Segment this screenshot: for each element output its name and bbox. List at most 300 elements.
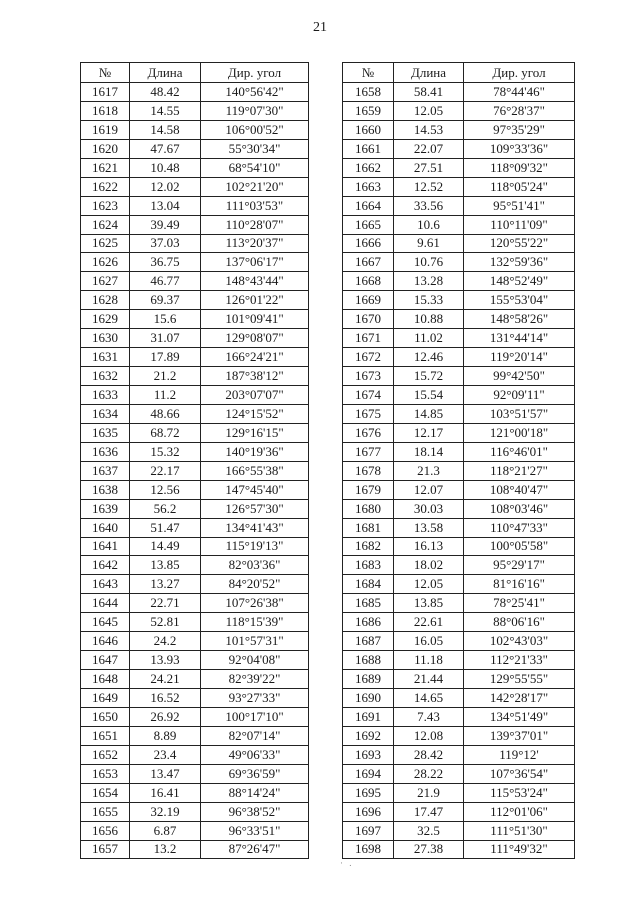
table-row — [81, 821, 309, 840]
segment-angle-cell: 101°09'41" — [201, 310, 309, 329]
segment-length-cell: 10.48 — [130, 158, 201, 177]
segment-number-cell: 1657 — [81, 840, 130, 859]
segment-angle-cell: 187°38'12" — [201, 367, 309, 386]
segment-length-cell: 12.46 — [394, 348, 464, 367]
segment-angle-cell: 166°55'38" — [201, 461, 309, 480]
segment-angle-cell: 112°21'33" — [464, 651, 575, 670]
table-row — [343, 726, 575, 745]
segment-angle-cell: 88°14'24" — [201, 783, 309, 802]
table-row — [343, 348, 575, 367]
segment-angle-cell: 203°07'07" — [201, 386, 309, 405]
segment-number-cell: 1658 — [343, 83, 394, 102]
segment-length-cell: 21.2 — [130, 367, 201, 386]
segment-length-cell: 26.92 — [130, 707, 201, 726]
segment-angle-cell: 119°07'30" — [201, 101, 309, 120]
segment-length-cell: 22.71 — [130, 594, 201, 613]
segment-number-cell: 1671 — [343, 329, 394, 348]
table-row — [81, 139, 309, 158]
table-row — [81, 120, 309, 139]
segment-angle-cell: 129°08'07" — [201, 329, 309, 348]
segment-angle-cell: 110°47'33" — [464, 518, 575, 537]
segment-angle-cell: 132°59'36" — [464, 253, 575, 272]
segment-number-cell: 1698 — [343, 840, 394, 859]
segment-number-cell: 1622 — [81, 177, 130, 196]
segment-number-cell: 1680 — [343, 499, 394, 518]
segment-length-cell: 69.37 — [130, 291, 201, 310]
segment-angle-cell: 68°54'10" — [201, 158, 309, 177]
table-row — [343, 840, 575, 859]
segment-length-cell: 14.85 — [394, 404, 464, 423]
table-row — [81, 442, 309, 461]
segment-number-cell: 1645 — [81, 613, 130, 632]
segment-length-cell: 12.05 — [394, 575, 464, 594]
segment-angle-cell: 84°20'52" — [201, 575, 309, 594]
segment-length-cell: 14.65 — [394, 689, 464, 708]
segment-length-cell: 12.05 — [394, 101, 464, 120]
table-row — [81, 348, 309, 367]
segment-length-cell: 37.03 — [130, 234, 201, 253]
table-row — [343, 632, 575, 651]
segment-length-cell: 22.61 — [394, 613, 464, 632]
segment-number-cell: 1663 — [343, 177, 394, 196]
table-row — [343, 215, 575, 234]
segment-number-cell: 1690 — [343, 689, 394, 708]
segment-number-cell: 1685 — [343, 594, 394, 613]
segment-length-cell: 7.43 — [394, 707, 464, 726]
segment-length-cell: 12.02 — [130, 177, 201, 196]
segment-angle-cell: 87°26'47" — [201, 840, 309, 859]
segment-length-cell: 46.77 — [130, 272, 201, 291]
segment-number-cell: 1654 — [81, 783, 130, 802]
page-number: 21 — [313, 20, 327, 35]
table-row — [81, 404, 309, 423]
segment-length-cell: 12.08 — [394, 726, 464, 745]
number-column-header: № — [81, 63, 130, 83]
segment-number-cell: 1684 — [343, 575, 394, 594]
segment-angle-cell: 120°55'22" — [464, 234, 575, 253]
table-row — [81, 802, 309, 821]
segment-length-cell: 17.47 — [394, 802, 464, 821]
segment-number-cell: 1668 — [343, 272, 394, 291]
segment-angle-cell: 124°15'52" — [201, 404, 309, 423]
segment-length-cell: 56.2 — [130, 499, 201, 518]
segment-angle-cell: 142°28'17" — [464, 689, 575, 708]
number-column-header: № — [343, 63, 394, 83]
table-row — [343, 291, 575, 310]
segment-angle-cell: 110°11'09" — [464, 215, 575, 234]
segment-length-cell: 10.88 — [394, 310, 464, 329]
segment-length-cell: 15.6 — [130, 310, 201, 329]
segment-number-cell: 1655 — [81, 802, 130, 821]
segment-angle-cell: 101°57'31" — [201, 632, 309, 651]
segment-number-cell: 1656 — [81, 821, 130, 840]
segment-length-cell: 13.27 — [130, 575, 201, 594]
table-row — [81, 291, 309, 310]
table-row — [343, 234, 575, 253]
segment-number-cell: 1665 — [343, 215, 394, 234]
segment-length-cell: 14.49 — [130, 537, 201, 556]
segment-angle-cell: 129°16'15" — [201, 423, 309, 442]
segment-length-cell: 68.72 — [130, 423, 201, 442]
segment-length-cell: 28.42 — [394, 745, 464, 764]
segment-length-cell: 14.53 — [394, 120, 464, 139]
angle-column-header: Дир. угол — [464, 63, 575, 83]
table-row — [81, 272, 309, 291]
segment-number-cell: 1637 — [81, 461, 130, 480]
table-row — [81, 423, 309, 442]
table-row — [343, 575, 575, 594]
table-row — [81, 556, 309, 575]
segment-length-cell: 15.72 — [394, 367, 464, 386]
segment-angle-cell: 137°06'17" — [201, 253, 309, 272]
table-row — [81, 215, 309, 234]
segment-number-cell: 1673 — [343, 367, 394, 386]
segment-angle-cell: 166°24'21" — [201, 348, 309, 367]
segment-number-cell: 1677 — [343, 442, 394, 461]
segment-angle-cell: 88°06'16" — [464, 613, 575, 632]
segment-angle-cell: 82°03'36" — [201, 556, 309, 575]
segment-angle-cell: 116°46'01" — [464, 442, 575, 461]
segment-angle-cell: 115°19'13" — [201, 537, 309, 556]
segment-angle-cell: 78°25'41" — [464, 594, 575, 613]
segment-angle-cell: 82°07'14" — [201, 726, 309, 745]
segment-angle-cell: 148°52'49" — [464, 272, 575, 291]
segment-number-cell: 1669 — [343, 291, 394, 310]
segment-angle-cell: 119°12' — [464, 745, 575, 764]
segment-angle-cell: 81°16'16" — [464, 575, 575, 594]
segment-angle-cell: 115°53'24" — [464, 783, 575, 802]
segment-angle-cell: 92°09'11" — [464, 386, 575, 405]
segment-number-cell: 1625 — [81, 234, 130, 253]
segment-angle-cell: 49°06'33" — [201, 745, 309, 764]
segment-angle-cell: 76°28'37" — [464, 101, 575, 120]
segment-number-cell: 1621 — [81, 158, 130, 177]
segment-length-cell: 18.02 — [394, 556, 464, 575]
segment-length-cell: 58.41 — [394, 83, 464, 102]
segment-number-cell: 1639 — [81, 499, 130, 518]
table-row — [81, 613, 309, 632]
table-row — [81, 537, 309, 556]
segment-length-cell: 15.32 — [130, 442, 201, 461]
segment-number-cell: 1646 — [81, 632, 130, 651]
segment-length-cell: 23.4 — [130, 745, 201, 764]
table-row — [343, 367, 575, 386]
segment-number-cell: 1631 — [81, 348, 130, 367]
table-row — [81, 253, 309, 272]
segment-number-cell: 1693 — [343, 745, 394, 764]
segment-length-cell: 30.03 — [394, 499, 464, 518]
angle-column-header: Дир. угол — [201, 63, 309, 83]
segment-number-cell: 1676 — [343, 423, 394, 442]
segment-angle-cell: 111°51'30" — [464, 821, 575, 840]
table-row — [81, 594, 309, 613]
segment-angle-cell: 103°51'57" — [464, 404, 575, 423]
segment-length-cell: 14.58 — [130, 120, 201, 139]
segment-angle-cell: 107°26'38" — [201, 594, 309, 613]
segment-angle-cell: 118°21'27" — [464, 461, 575, 480]
table-row — [343, 139, 575, 158]
segment-angle-cell: 155°53'04" — [464, 291, 575, 310]
segment-length-cell: 21.3 — [394, 461, 464, 480]
segment-number-cell: 1643 — [81, 575, 130, 594]
table-row — [343, 480, 575, 499]
table-row — [343, 707, 575, 726]
table-row — [343, 783, 575, 802]
segment-length-cell: 33.56 — [394, 196, 464, 215]
table-row — [81, 689, 309, 708]
table-row — [81, 196, 309, 215]
segment-number-cell: 1651 — [81, 726, 130, 745]
segment-number-cell: 1632 — [81, 367, 130, 386]
table-row — [343, 764, 575, 783]
segment-length-cell: 31.07 — [130, 329, 201, 348]
segment-length-cell: 24.21 — [130, 670, 201, 689]
table-header-row — [343, 63, 575, 83]
segment-number-cell: 1630 — [81, 329, 130, 348]
table-row — [343, 253, 575, 272]
segment-length-cell: 51.47 — [130, 518, 201, 537]
table-row — [343, 499, 575, 518]
segment-angle-cell: 111°03'53" — [201, 196, 309, 215]
segment-angle-cell: 106°00'52" — [201, 120, 309, 139]
segment-number-cell: 1695 — [343, 783, 394, 802]
segment-number-cell: 1635 — [81, 423, 130, 442]
table-row — [81, 367, 309, 386]
table-row — [81, 764, 309, 783]
segment-length-cell: 13.93 — [130, 651, 201, 670]
segment-length-cell: 13.58 — [394, 518, 464, 537]
table-row — [343, 83, 575, 102]
segment-number-cell: 1640 — [81, 518, 130, 537]
segment-angle-cell: 134°41'43" — [201, 518, 309, 537]
segments-table-right — [342, 62, 575, 859]
segment-number-cell: 1629 — [81, 310, 130, 329]
segment-number-cell: 1626 — [81, 253, 130, 272]
segment-number-cell: 1652 — [81, 745, 130, 764]
segment-angle-cell: 112°01'06" — [464, 802, 575, 821]
segment-length-cell: 12.07 — [394, 480, 464, 499]
segment-number-cell: 1653 — [81, 764, 130, 783]
segment-length-cell: 15.54 — [394, 386, 464, 405]
segment-angle-cell: 131°44'14" — [464, 329, 575, 348]
segment-number-cell: 1644 — [81, 594, 130, 613]
table-row — [343, 461, 575, 480]
segment-number-cell: 1633 — [81, 386, 130, 405]
table-row — [81, 480, 309, 499]
segment-length-cell: 36.75 — [130, 253, 201, 272]
segment-angle-cell: 139°37'01" — [464, 726, 575, 745]
segment-angle-cell: 148°43'44" — [201, 272, 309, 291]
table-row — [343, 651, 575, 670]
segment-number-cell: 1681 — [343, 518, 394, 537]
segment-angle-cell: 126°01'22" — [201, 291, 309, 310]
segment-angle-cell: 99°42'50" — [464, 367, 575, 386]
segment-length-cell: 16.52 — [130, 689, 201, 708]
segment-length-cell: 10.76 — [394, 253, 464, 272]
segments-table-left — [80, 62, 309, 859]
segment-length-cell: 13.2 — [130, 840, 201, 859]
segment-number-cell: 1687 — [343, 632, 394, 651]
segment-length-cell: 13.04 — [130, 196, 201, 215]
segment-length-cell: 13.28 — [394, 272, 464, 291]
table-row — [343, 120, 575, 139]
segment-number-cell: 1672 — [343, 348, 394, 367]
segment-length-cell: 16.05 — [394, 632, 464, 651]
segment-number-cell: 1688 — [343, 651, 394, 670]
table-row — [343, 101, 575, 120]
segment-angle-cell: 102°43'03" — [464, 632, 575, 651]
segment-angle-cell: 95°29'17" — [464, 556, 575, 575]
segment-number-cell: 1638 — [81, 480, 130, 499]
segment-number-cell: 1696 — [343, 802, 394, 821]
segment-angle-cell: 118°15'39" — [201, 613, 309, 632]
table-row — [81, 670, 309, 689]
segment-length-cell: 28.22 — [394, 764, 464, 783]
segment-number-cell: 1620 — [81, 139, 130, 158]
segment-number-cell: 1691 — [343, 707, 394, 726]
segment-angle-cell: 121°00'18" — [464, 423, 575, 442]
segment-angle-cell: 102°21'20" — [201, 177, 309, 196]
segment-angle-cell: 118°05'24" — [464, 177, 575, 196]
segment-number-cell: 1694 — [343, 764, 394, 783]
segment-number-cell: 1674 — [343, 386, 394, 405]
segment-number-cell: 1636 — [81, 442, 130, 461]
table-row — [343, 329, 575, 348]
table-row — [81, 783, 309, 802]
table-row — [81, 745, 309, 764]
table-row — [343, 404, 575, 423]
segment-length-cell: 18.14 — [394, 442, 464, 461]
segment-number-cell: 1679 — [343, 480, 394, 499]
segment-number-cell: 1634 — [81, 404, 130, 423]
table-row — [81, 101, 309, 120]
table-row — [81, 83, 309, 102]
table-row — [343, 518, 575, 537]
table-row — [81, 158, 309, 177]
table-row — [81, 707, 309, 726]
table-row — [81, 329, 309, 348]
segment-angle-cell: 108°03'46" — [464, 499, 575, 518]
table-row — [343, 272, 575, 291]
segment-length-cell: 11.18 — [394, 651, 464, 670]
segment-number-cell: 1692 — [343, 726, 394, 745]
table-row — [81, 499, 309, 518]
table-row — [343, 158, 575, 177]
segment-number-cell: 1660 — [343, 120, 394, 139]
segment-angle-cell: 69°36'59" — [201, 764, 309, 783]
segment-length-cell: 24.2 — [130, 632, 201, 651]
segment-angle-cell: 119°20'14" — [464, 348, 575, 367]
segment-number-cell: 1624 — [81, 215, 130, 234]
segment-angle-cell: 126°57'30" — [201, 499, 309, 518]
segment-angle-cell: 109°33'36" — [464, 139, 575, 158]
segment-angle-cell: 78°44'46" — [464, 83, 575, 102]
segment-angle-cell: 147°45'40" — [201, 480, 309, 499]
segment-angle-cell: 55°30'34" — [201, 139, 309, 158]
segment-length-cell: 13.85 — [130, 556, 201, 575]
segment-length-cell: 27.51 — [394, 158, 464, 177]
length-column-header: Длина — [130, 63, 201, 83]
segment-number-cell: 1666 — [343, 234, 394, 253]
table-row — [343, 556, 575, 575]
segment-number-cell: 1619 — [81, 120, 130, 139]
segment-number-cell: 1664 — [343, 196, 394, 215]
segment-length-cell: 12.17 — [394, 423, 464, 442]
segment-number-cell: 1686 — [343, 613, 394, 632]
scan-speckle: · . — [340, 858, 354, 868]
segment-length-cell: 16.13 — [394, 537, 464, 556]
segment-length-cell: 27.38 — [394, 840, 464, 859]
table-row — [343, 537, 575, 556]
segment-number-cell: 1628 — [81, 291, 130, 310]
segment-length-cell: 13.85 — [394, 594, 464, 613]
table-row — [81, 234, 309, 253]
segment-length-cell: 6.87 — [130, 821, 201, 840]
segment-length-cell: 16.41 — [130, 783, 201, 802]
segment-number-cell: 1623 — [81, 196, 130, 215]
table-row — [81, 840, 309, 859]
table-row — [81, 461, 309, 480]
segment-angle-cell: 140°56'42" — [201, 83, 309, 102]
segment-number-cell: 1650 — [81, 707, 130, 726]
segment-number-cell: 1697 — [343, 821, 394, 840]
table-row — [343, 745, 575, 764]
segment-angle-cell: 107°36'54" — [464, 764, 575, 783]
segment-number-cell: 1678 — [343, 461, 394, 480]
segment-length-cell: 13.47 — [130, 764, 201, 783]
table-row — [343, 310, 575, 329]
segment-number-cell: 1618 — [81, 101, 130, 120]
segment-length-cell: 8.89 — [130, 726, 201, 745]
segment-length-cell: 11.02 — [394, 329, 464, 348]
segment-angle-cell: 113°20'37" — [201, 234, 309, 253]
segment-angle-cell: 96°38'52" — [201, 802, 309, 821]
segment-length-cell: 22.17 — [130, 461, 201, 480]
segment-angle-cell: 93°27'33" — [201, 689, 309, 708]
table-row — [343, 177, 575, 196]
table-row — [81, 177, 309, 196]
segment-angle-cell: 108°40'47" — [464, 480, 575, 499]
table-row — [81, 726, 309, 745]
segment-number-cell: 1649 — [81, 689, 130, 708]
segment-length-cell: 15.33 — [394, 291, 464, 310]
segment-number-cell: 1659 — [343, 101, 394, 120]
segment-angle-cell: 100°05'58" — [464, 537, 575, 556]
segment-length-cell: 12.52 — [394, 177, 464, 196]
segment-angle-cell: 82°39'22" — [201, 670, 309, 689]
segment-length-cell: 10.6 — [394, 215, 464, 234]
segment-angle-cell: 118°09'32" — [464, 158, 575, 177]
segment-angle-cell: 111°49'32" — [464, 840, 575, 859]
segment-number-cell: 1661 — [343, 139, 394, 158]
segment-number-cell: 1662 — [343, 158, 394, 177]
table-header-row — [81, 63, 309, 83]
segment-length-cell: 12.56 — [130, 480, 201, 499]
segment-length-cell: 9.61 — [394, 234, 464, 253]
segment-length-cell: 17.89 — [130, 348, 201, 367]
segment-length-cell: 48.42 — [130, 83, 201, 102]
segment-angle-cell: 97°35'29" — [464, 120, 575, 139]
segment-number-cell: 1683 — [343, 556, 394, 575]
segment-angle-cell: 129°55'55" — [464, 670, 575, 689]
table-row — [343, 821, 575, 840]
table-row — [343, 423, 575, 442]
table-row — [343, 442, 575, 461]
segment-length-cell: 14.55 — [130, 101, 201, 120]
segment-length-cell: 22.07 — [394, 139, 464, 158]
table-row — [81, 651, 309, 670]
segment-number-cell: 1642 — [81, 556, 130, 575]
